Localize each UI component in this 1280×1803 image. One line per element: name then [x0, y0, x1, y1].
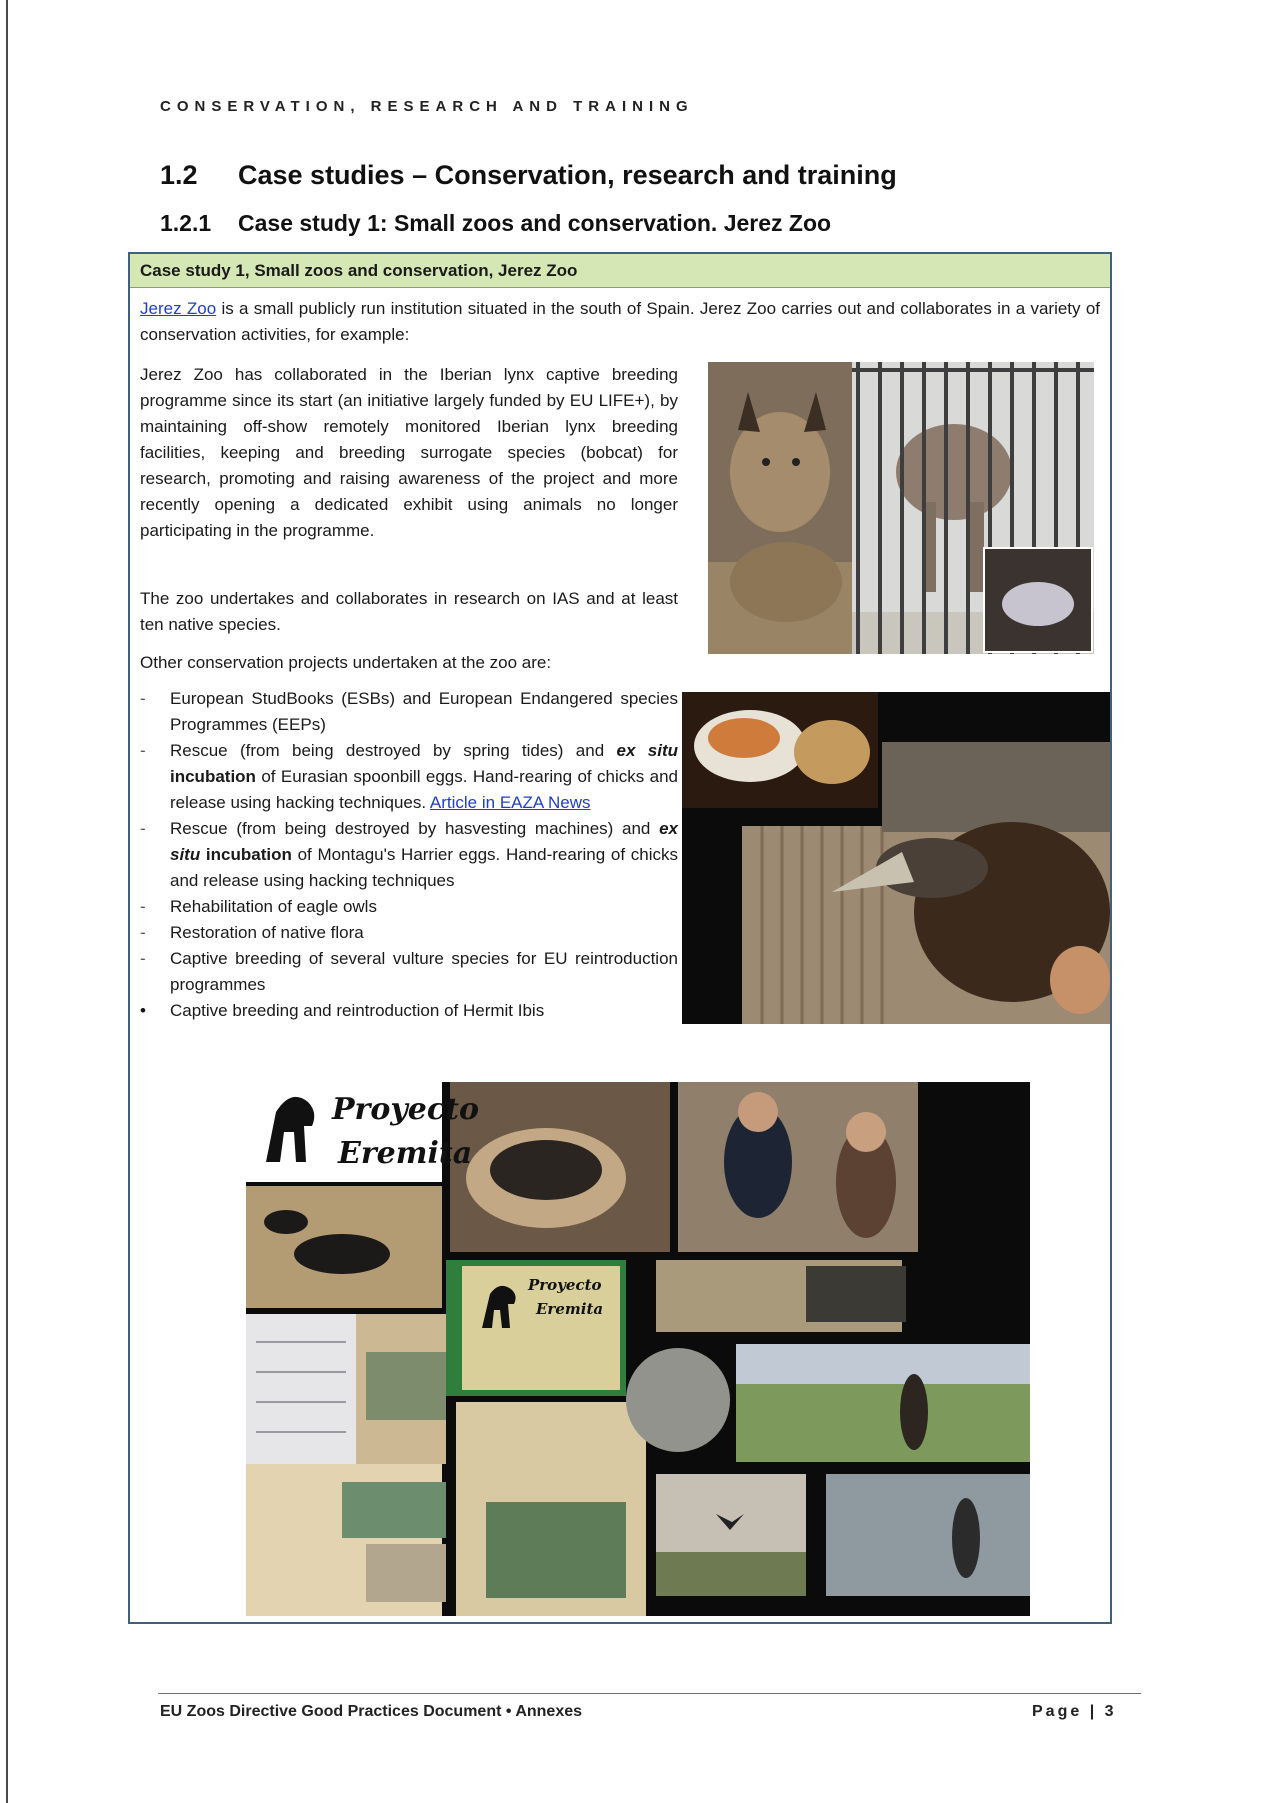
subsection-number: 1.2.1: [160, 210, 212, 236]
projects-intro: Other conservation projects undertaken at the zoo are:: [140, 653, 552, 672]
list-item-text: of Eurasian spoonbill eggs. Hand-rearing of chicks and release using hacking techniques.: [170, 767, 678, 812]
logo-text-line2: Eremita: [338, 1136, 473, 1171]
left-margin-rule: [6, 0, 8, 1803]
list-item: [140, 998, 678, 1024]
list-item: [140, 686, 678, 738]
lynx-photo-graphic: [708, 362, 1094, 654]
lynx-paragraph: Jerez Zoo has collaborated in the Iberian lynx captive breeding programme since its start (an initiative largely funded by EU LIFE+), by maintaining off-show remotely monitored Iberian lynx breeding facilities, keeping and breeding surrogate species (bobcat) for research, promoting and raising awareness of the project and more recently opening a dedicated exhibit using animals no longer participating in the programme.: [140, 365, 678, 540]
booklet-text-line1: Proyecto: [528, 1276, 602, 1294]
intro-paragraph: [140, 296, 1100, 348]
list-item-text: European StudBooks (ESBs) and European Endangered species Programmes (EEPs): [170, 689, 678, 734]
projects-list: [140, 686, 678, 1024]
footer-title: EU Zoos Directive Good Practices Document • Annexes: [160, 1703, 583, 1720]
case-study-box-title: Case study 1, Small zoos and conservation, Jerez Zoo: [130, 254, 1110, 288]
list-item-text: Captive breeding of several vulture species for EU reintroduction programmes: [170, 949, 678, 994]
booklet-text-line2: Eremita: [536, 1300, 604, 1318]
eaza-article-link[interactable]: Article in EAZA News: [429, 793, 591, 812]
list-item: [140, 946, 678, 998]
jerez-zoo-link[interactable]: Jerez Zoo: [140, 299, 217, 318]
list-item: [140, 738, 678, 816]
section-title: Case studies – Conservation, research and training: [238, 160, 897, 190]
case-study-box: [128, 252, 1112, 1624]
list-item-text: Rehabilitation of eagle owls: [170, 897, 377, 916]
subsection-heading: [160, 210, 831, 237]
vulture-photo-graphic: [682, 692, 1110, 1024]
running-head: CONSERVATION, RESEARCH AND TRAINING: [160, 98, 694, 115]
research-paragraph: The zoo undertakes and collaborates in research on IAS and at least ten native species.: [140, 589, 678, 634]
section-heading: [160, 160, 897, 191]
list-item: [140, 920, 678, 946]
list-item-text: Rescue (from being destroyed by spring tides) and: [170, 741, 617, 760]
subsection-title: Case study 1: Small zoos and conservation. Jerez Zoo: [238, 210, 832, 236]
emphasis-text: ex situ: [616, 741, 679, 760]
section-number: 1.2: [160, 160, 198, 190]
lynx-photo: [708, 362, 1094, 654]
bold-text: incubation: [170, 767, 256, 786]
logo-text-line1: Proyecto: [332, 1092, 480, 1127]
footer-rule: [158, 1693, 1141, 1694]
list-item: [140, 816, 678, 894]
proyecto-eremita-collage: [246, 1082, 1030, 1616]
list-item: [140, 894, 678, 920]
page-number: Page | 3: [1032, 1703, 1117, 1720]
list-item-text: Restoration of native flora: [170, 923, 364, 942]
list-item-text: Captive breeding and reintroduction of Hermit Ibis: [170, 1001, 545, 1020]
vulture-photo: [682, 692, 1110, 1024]
bold-text: incubation: [200, 845, 292, 864]
emphasis-text: ex situ: [170, 819, 678, 864]
list-item-text: of Montagu's Harrier eggs. Hand-rearing of chicks and release using hacking techniques: [170, 845, 678, 890]
list-item-text: Rescue (from being destroyed by hasvesting machines) and: [170, 819, 660, 838]
intro-text: is a small publicly run institution situated in the south of Spain. Jerez Zoo carries out and collaborates in a variety of conservation activities, for example:: [140, 299, 1101, 344]
